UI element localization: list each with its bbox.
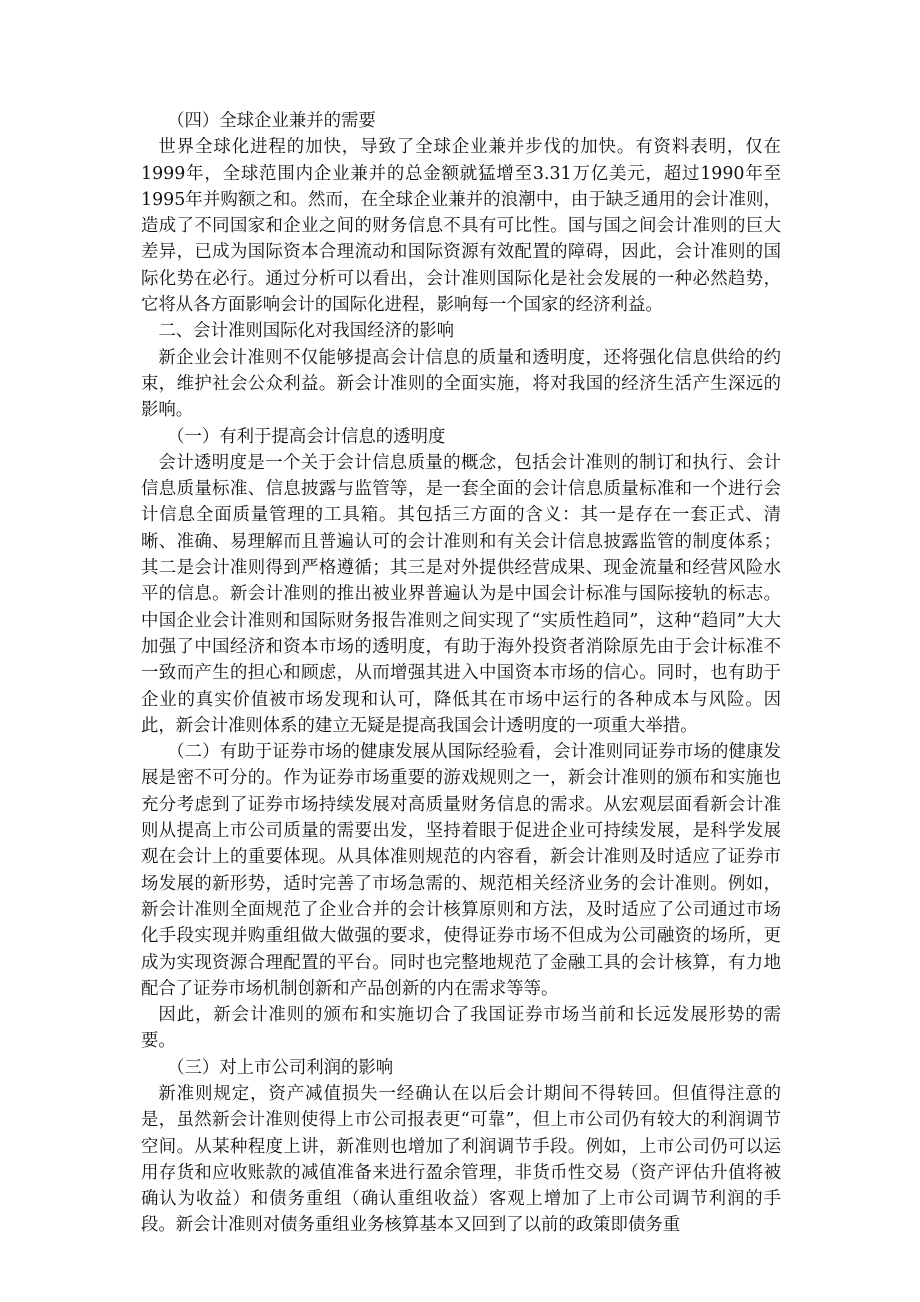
- paragraph-securities-market: （二）有助于证券市场的健康发展从国际经验看，会计准则同证券市场的健康发展是密不可分的。作为证券市场重要的游戏规则之一，新会计准则的颁布和实施也充分考虑到了证券市场持续发展对高质量财务信息的需求。从宏观层面看新会计准则从提高上市公司质量的需要出发，坚持着眼于促进企业可持续发展，是科学发展观在会计上的重要体现。从具体准则规范的内容看，新会计准则及时适应了证券市场发展的新形势，适时完善了市场急需的、规范相关经济业务的会计准则。例如，新会计准则全面规范了企业合并的会计核算原则和方法，及时适应了公司通过市场化手段实现并购重组做大做强的要求，使得证券市场不但成为公司融资的场所，更成为实现资源合理配置的平台。同时也完整地规范了金融工具的会计核算，有力地配合了证券市场机制创新和产品创新的内在需求等等。: [141, 742, 781, 999]
- section-heading-transparency: （一）有利于提高会计信息的透明度: [167, 426, 446, 447]
- section-heading-impact: 二、会计准则国际化对我国经济的影响: [158, 321, 455, 342]
- paragraph-global-merger: 世界全球化进程的加快，导致了全球企业兼并步伐的加快。有资料表明，仅在1999年，全球范围内企业兼并的总金额就猛增至3.31万亿美元，超过1990年至1995年并购额之和。然而，在全球企业兼并的浪潮中，由于缺乏通用的会计准则，造成了不同国家和企业之间的财务信息不具有可比性。国与国之间会计准则的巨大差异，已成为国际资本合理流动和国际资源有效配置的障碍，因此，会计准则的国际化势在必行。通过分析可以看出，会计准则国际化是社会发展的一种必然趋势，它将从各方面影响会计的国际化进程，影响每一个国家的经济利益。: [141, 137, 781, 316]
- paragraph-new-standards: 新企业会计准则不仅能够提高会计信息的质量和透明度，还将强化信息供给的约束，维护社会公众利益。新会计准则的全面实施，将对我国的经济生活产生深远的影响。: [141, 347, 781, 421]
- document-body: [141, 108, 781, 1239]
- paragraph-conclusion-securities: 因此，新会计准则的颁布和实施切合了我国证券市场当前和长远发展形势的需要。: [141, 1005, 781, 1052]
- section-heading-global-merger: （四）全球企业兼并的需要: [167, 111, 376, 131]
- section-heading-profit: （三）对上市公司利润的影响: [167, 1057, 394, 1078]
- paragraph-transparency: 会计透明度是一个关于会计信息质量的概念，包括会计准则的制订和执行、会计信息质量标准、信息披露与监管等，是一套全面的会计信息质量标准和一个进行会计信息全面质量管理的工具箱。其包括三方面的含义：其一是存在一套正式、清晰、准确、易理解而且普遍认可的会计准则和有关会计信息披露监管的制度体系；其二是会计准则得到严格遵循；其三是对外提供经营成果、现金流量和经营风险水平的信息。新会计准则的推出被业界普遍认为是中国会计标准与国际接轨的标志。中国企业会计准则和国际财务报告准则之间实现了“实质性趋同”，这种“趋同”大大加强了中国经济和资本市场的透明度，有助于海外投资者消除原先由于会计标准不一致而产生的担心和顾虑，从而增强其进入中国资本市场的信心。同时，也有助于企业的真实价值被市场发现和认可，降低其在市场中运行的各种成本与风险。因此，新会计准则体系的建立无疑是提高我国会计透明度的一项重大举措。: [141, 452, 781, 736]
- paragraph-profit: 新准则规定，资产减值损失一经确认在以后会计期间不得转回。但值得注意的是，虽然新会计准则使得上市公司报表更“可靠”，但上市公司仍有较大的利润调节空间。从某种程度上讲，新准则也增加了利润调节手段。例如，上市公司仍可以运用存货和应收账款的减值准备来进行盈余管理，非货币性交易（资产评估升值将被确认为收益）和债务重组（确认重组收益）客观上增加了上市公司调节利润的手段。新会计准则对债务重组业务核算基本又回到了以前的政策即债务重: [141, 1083, 781, 1236]
